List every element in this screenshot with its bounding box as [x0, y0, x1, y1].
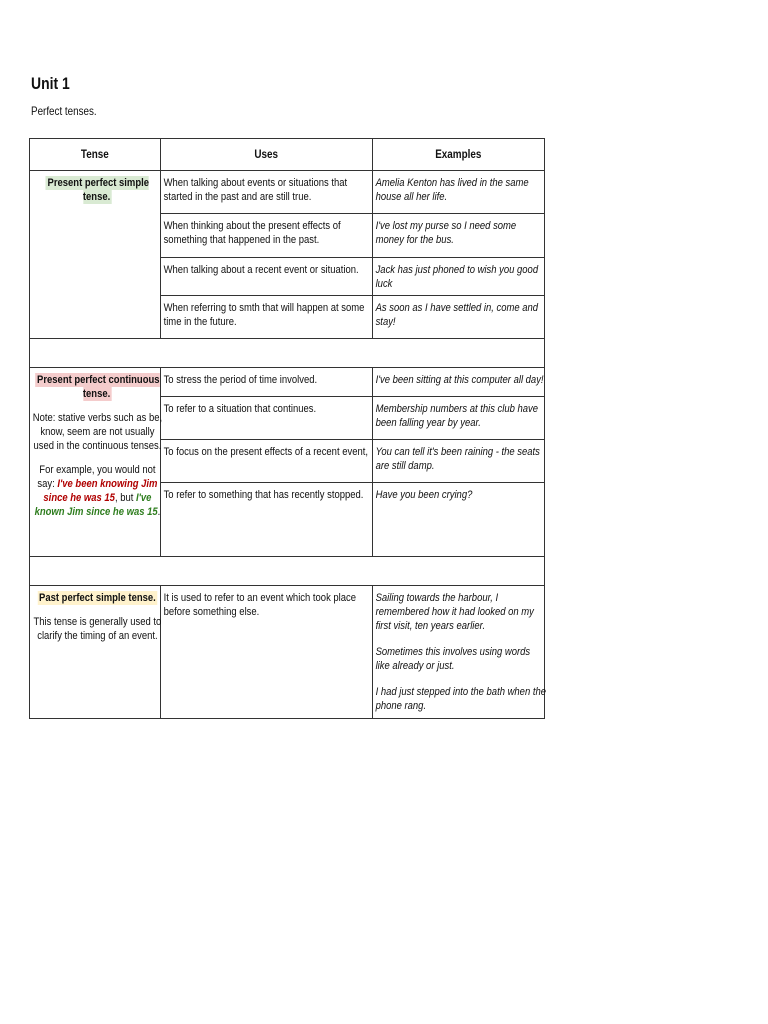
example-cell: I've lost my purse so I need some money for the bus. [373, 214, 545, 258]
header-examples: Examples [373, 139, 545, 171]
page-title: Unit 1 [31, 74, 70, 93]
table-row [30, 586, 545, 719]
tense-label: Present perfect simple tense. [47, 177, 150, 203]
use-cell: When referring to smth that will happen at some time in the future. [161, 296, 373, 339]
header-uses: Uses [161, 139, 373, 171]
example-text: I had just stepped into the bath when the phone rang. [375, 686, 546, 712]
tense-label: Past perfect simple tense. [39, 592, 156, 604]
use-cell: When talking about events or situations that started in the past and are still true. [161, 171, 373, 214]
tense-label: Present perfect continuous tense. [37, 374, 160, 400]
spacer-row [30, 557, 545, 586]
tense-note: Note: stative verbs such as be, know, seem are not usually used in the continuous tenses. [32, 412, 163, 452]
tense-present-perfect-simple [30, 171, 161, 339]
example-cell: As soon as I have settled in, come and stay! [373, 296, 545, 339]
header-tense: Tense [30, 139, 161, 171]
example-cell: You can tell it's been raining - the seats are still damp. [373, 440, 545, 483]
right-example: I've known Jim since he was 15 [34, 492, 158, 518]
use-cell: To refer to something that has recently stopped. [161, 483, 373, 557]
tense-present-perfect-continuous [30, 368, 161, 557]
table-row [30, 171, 545, 214]
use-cell: When talking about a recent event or situation. [161, 258, 373, 296]
spacer-row [30, 339, 545, 368]
example-text: Sailing towards the harbour, I remembered how it had looked on my first visit, ten years earlier. [375, 592, 534, 632]
tense-example-note: For example, you would not say: I've been knowing Jim since he was 15, but I've known Jim since he was 15. [34, 464, 161, 518]
example-cell: I've been sitting at this computer all day! [373, 368, 545, 397]
table-row [30, 368, 545, 397]
perfect-tenses-table [29, 138, 545, 719]
example-cell: Jack has just phoned to wish you good luck [373, 258, 545, 296]
example-cell: Amelia Kenton has lived in the same house all her life. [373, 171, 545, 214]
page-subtitle: Perfect tenses. [31, 104, 97, 118]
tense-note: This tense is generally used to clarify the timing of an event. [33, 616, 162, 642]
example-cell: Have you been crying? [373, 483, 545, 557]
use-cell: It is used to refer to an event which took place before something else. [161, 586, 373, 719]
wrong-example: I've been knowing Jim since he was 15 [43, 478, 158, 504]
example-cell [373, 586, 545, 719]
example-text: Sometimes this involves using words like already or just. [375, 646, 531, 672]
use-cell: To stress the period of time involved. [161, 368, 373, 397]
example-cell: Membership numbers at this club have been falling year by year. [373, 397, 545, 440]
table-header-row [30, 139, 545, 171]
tense-past-perfect-simple [30, 586, 161, 719]
use-cell: To refer to a situation that continues. [161, 397, 373, 440]
use-cell: When thinking about the present effects of something that happened in the past. [161, 214, 373, 258]
use-cell: To focus on the present effects of a recent event, [161, 440, 373, 483]
